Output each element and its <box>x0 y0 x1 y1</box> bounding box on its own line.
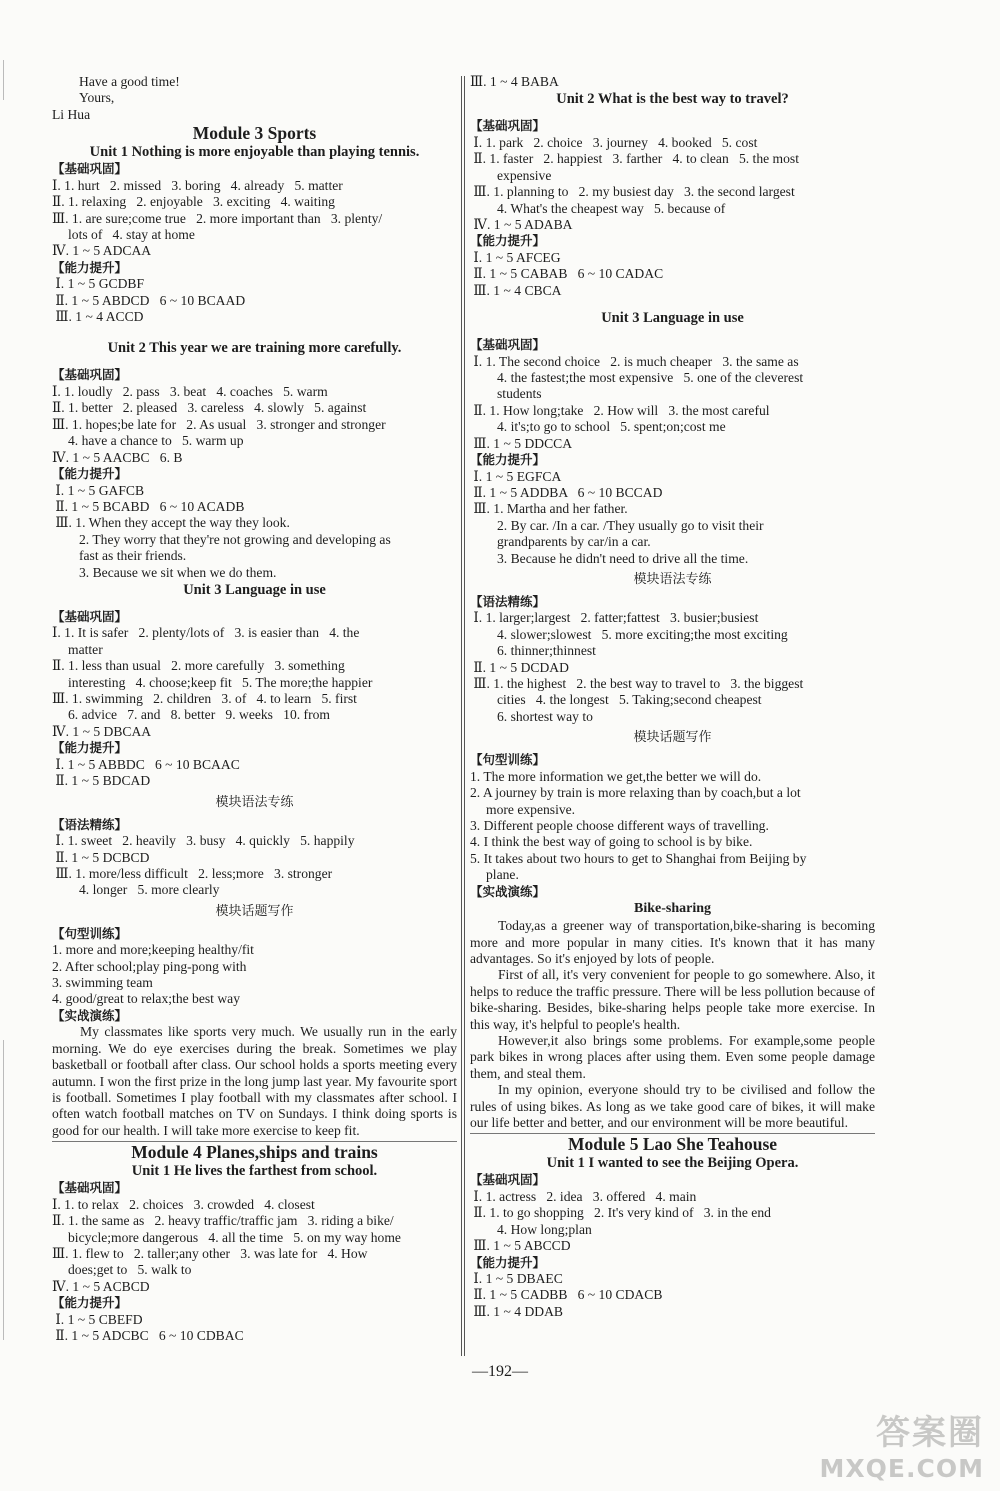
answer-line: 4. I think the best way of going to school is by bike. <box>470 834 753 850</box>
answer-line: Ⅰ. 1. park 2. choice 3. journey 4. booked 5. cost <box>470 134 758 150</box>
answer-line: Ⅱ. 1 ~ 5 DCBCD <box>52 849 150 865</box>
right-column <box>470 74 875 1320</box>
scan-edge-mark <box>3 60 14 100</box>
watermark-logo: 答案圈 <box>876 1413 984 1453</box>
answer-line: Ⅰ. 1. to relax 2. choices 3. crowded 4. closest <box>52 1196 315 1212</box>
section-heading: 模块语法专练 <box>633 571 712 587</box>
answer-line: Ⅲ. 1 ~ 4 DDAB <box>470 1303 563 1319</box>
answer-line: Ⅰ. 1 ~ 5 AFCEG <box>470 249 561 265</box>
subsection-label: 【基础巩固】 <box>470 118 546 134</box>
module-heading: Module 3 Sports <box>192 123 317 144</box>
answer-line: students <box>497 386 542 402</box>
answer-line: expensive <box>497 167 552 183</box>
subsection-label: 【能力提升】 <box>470 452 546 467</box>
answer-line: Ⅱ. 1 ~ 5 CABAB 6 ~ 10 CADAC <box>470 266 664 282</box>
answer-line: 1. The more information we get,the better we will do. <box>470 768 762 784</box>
answer-line: 4. good/great to relax;the best way <box>52 991 240 1007</box>
answer-line: Ⅲ. 1. Martha and her father. <box>470 501 628 517</box>
unit-heading: Unit 2 What is the best way to travel? <box>556 91 789 108</box>
answer-line: Ⅰ. 1. hurt 2. missed 3. boring 4. already 5. matter <box>52 177 343 193</box>
column-divider-inner <box>464 76 465 1356</box>
answer-line: lots of 4. stay at home <box>68 226 195 242</box>
spacer <box>470 327 875 337</box>
answer-line: matter <box>68 641 103 657</box>
watermark-url: MXQE.COM <box>819 1454 984 1483</box>
answer-line: does;get to 5. walk to <box>68 1262 192 1278</box>
answer-line: Ⅲ. 1. the highest 2. the best way to travel to 3. the biggest <box>470 676 804 692</box>
answer-line: Ⅱ. 1. to go shopping 2. It's very kind of 3. in the end <box>470 1205 771 1221</box>
subsection-label: 【能力提升】 <box>470 1254 546 1270</box>
answer-line: Ⅰ. 1 ~ 5 CBEFD <box>52 1311 143 1327</box>
answer-line: Ⅲ. 1 ~ 4 ACCD <box>52 309 144 325</box>
answer-line: 4. it's;to go to school 5. spent;on;cost me <box>497 419 726 435</box>
module-heading: Module 4 Planes,ships and trains <box>131 1142 378 1163</box>
unit-heading: Unit 1 Nothing is more enjoyable than playing tennis. <box>89 144 420 161</box>
subsection-label: 【实战演练】 <box>470 883 546 899</box>
subsection-label: 【语法精练】 <box>470 593 546 609</box>
subsection-label: 【句型训练】 <box>470 752 546 768</box>
column-divider <box>461 76 462 1356</box>
answer-line: Ⅲ. 1. more/less difficult 2. less;more 3. stronger <box>52 865 333 881</box>
answer-line: 4. have a chance to 5. warm up <box>68 433 244 449</box>
essay-paragraph: My classmates like sports very much. We usually run in the early morning. We do eye exercises during the break. Sometimes we play basketball or football after class. Our school holds a sports meeting every autumn. I won the first prize in the long jump last year. My favourite sport is football. Sometimes I play football with my classmates after school. I often watch football matches on TV on Sundays. I think doing sports is good for our health. I will take more exercise to keep fit. <box>52 1024 457 1138</box>
answer-line: Ⅲ. 1. are sure;come true 2. more important than 3. plenty/ <box>52 210 383 226</box>
answer-line: Have a good time! <box>79 74 180 89</box>
answer-line: grandparents by car/in a car. <box>497 534 651 550</box>
answer-line: more expensive. <box>486 801 576 817</box>
answer-line: 2. After school;play ping-pong with <box>52 958 247 974</box>
answer-line: Ⅲ. 1 ~ 4 BABA <box>470 74 559 89</box>
section-heading: 模块话题写作 <box>633 730 712 746</box>
answer-line: Ⅱ. 1 ~ 5 CADBB 6 ~ 10 CDACB <box>470 1287 663 1303</box>
essay-paragraph: However,it also brings some problems. For example,some people park bikes in wrong places after using them. Even some people damage them, and steal them. <box>470 1032 875 1081</box>
spacer <box>470 108 875 118</box>
spacer <box>470 299 875 309</box>
page-number: —192— <box>472 1363 528 1380</box>
answer-line: Ⅳ. 1 ~ 5 DBCAA <box>52 723 152 739</box>
subsection-label: 【能力提升】 <box>52 259 128 275</box>
spacer <box>52 357 457 367</box>
answer-line: Ⅲ. 1. planning to 2. my busiest day 3. the second largest <box>470 184 795 200</box>
answer-line: 6. advice 7. and 8. better 9. weeks 10. from <box>68 707 330 723</box>
answer-line: Ⅰ. 1 ~ 5 ABBDC 6 ~ 10 BCAAC <box>52 756 240 772</box>
answer-line: Ⅰ. 1 ~ 5 GCDBF <box>52 276 145 292</box>
unit-heading: Unit 2 This year we are training more carefully. <box>107 340 402 357</box>
unit-heading: Unit 3 Language in use <box>183 581 326 598</box>
answer-line: Ⅱ. 1 ~ 5 ADCBC 6 ~ 10 CDBAC <box>52 1328 244 1344</box>
answer-line: fast as their friends. <box>79 548 187 564</box>
unit-heading: Unit 3 Language in use <box>601 310 744 327</box>
answer-line: 4. longer 5. more clearly <box>79 882 220 898</box>
answer-line: Ⅲ. 1 ~ 5 ABCCD <box>470 1238 571 1254</box>
answer-line: Ⅳ. 1 ~ 5 ACBCD <box>52 1278 150 1294</box>
answer-line: 3. Different people choose different ways of travelling. <box>470 818 769 833</box>
scan-edge-mark <box>3 1040 14 1340</box>
answer-line: Ⅱ. 1. faster 2. happiest 3. farther 4. to clean 5. the most <box>470 151 799 167</box>
section-heading: 模块话题写作 <box>215 903 294 919</box>
answer-line: Ⅰ. 1 ~ 5 EGFCA <box>470 468 562 484</box>
subsection-label: 【基础巩固】 <box>52 161 128 177</box>
answer-line: Ⅱ. 1. better 2. pleased 3. careless 4. slowly 5. against <box>52 400 367 416</box>
answer-line: Yours, <box>79 90 115 106</box>
answer-line: Ⅲ. 1 ~ 5 DDCCA <box>470 435 573 451</box>
answer-line: 4. How long;plan <box>497 1221 592 1237</box>
answer-line: Ⅲ. 1. When they accept the way they look. <box>52 515 290 531</box>
answer-line: 4. slower;slowest 5. more exciting;the most exciting <box>497 626 788 642</box>
answer-line: bicycle;more dangerous 4. all the time 5. on my way home <box>68 1229 401 1245</box>
answer-line: Ⅰ. 1 ~ 5 GAFCB <box>52 482 145 498</box>
left-column <box>52 74 457 1344</box>
answer-line: 4. What's the cheapest way 5. because of <box>497 200 726 216</box>
answer-line: plane. <box>486 867 519 883</box>
answer-line: Ⅲ. 1. flew to 2. taller;any other 3. was late for 4. How <box>52 1245 368 1261</box>
answer-line: 4. the fastest;the most expensive 5. one of the cleverest <box>497 369 804 385</box>
answer-line: Ⅰ. 1. It is safer 2. plenty/lots of 3. is easier than 4. the <box>52 625 360 641</box>
module-heading: Module 5 Lao She Teahouse <box>567 1134 778 1155</box>
answer-line: Ⅰ. 1. larger;largest 2. fatter;fattest 3. busier;busiest <box>470 610 759 626</box>
answer-line: interesting 4. choose;keep fit 5. The more;the happier <box>68 674 373 690</box>
answer-line: Ⅰ. 1. The second choice 2. is much cheaper 3. the same as <box>470 353 799 369</box>
subsection-label: 【能力提升】 <box>52 740 128 756</box>
answer-line: Ⅲ. 1 ~ 4 CBCA <box>470 282 562 298</box>
answer-line: Ⅱ. 1. relaxing 2. enjoyable 3. exciting 4. waiting <box>52 194 335 210</box>
unit-heading: Unit 1 He lives the farthest from school. <box>131 1163 378 1180</box>
answer-line: Ⅱ. 1. How long;take 2. How will 3. the most careful <box>470 402 770 418</box>
essay-paragraph: Today,as a greener way of transportation,bike-sharing is becoming more and more popular in many cities. It's known that it has many advantages. So it's enjoyed by lots of people. <box>470 918 875 966</box>
essay-paragraph: In my opinion, everyone should try to be civilised and follow the rules of using bikes. As long as we take good care of bikes, it will make our life better and better, and our environment will be more beautiful. <box>470 1082 875 1130</box>
subsection-label: 【基础巩固】 <box>470 337 546 353</box>
subsection-label: 【基础巩固】 <box>52 1180 128 1196</box>
answer-line: 3. swimming team <box>52 975 153 991</box>
answer-line: Ⅱ. 1 ~ 5 BCABD 6 ~ 10 ACADB <box>52 498 245 514</box>
answer-line: Ⅰ. 1 ~ 5 DBAEC <box>470 1271 563 1287</box>
subsection-label: 【能力提升】 <box>470 233 546 249</box>
answer-line: Ⅱ. 1 ~ 5 ADDBA 6 ~ 10 BCCAD <box>470 484 663 500</box>
subsection-label: 【能力提升】 <box>52 466 128 481</box>
answer-line: 1. more and more;keeping healthy/fit <box>52 942 254 958</box>
answer-line: 6. thinner;thinnest <box>497 643 596 659</box>
answer-line: 2. By car. /In a car. /They usually go to visit their <box>497 517 764 533</box>
answer-line: 2. They worry that they're not growing and developing as <box>79 531 391 547</box>
answer-line: Ⅰ. 1. actress 2. idea 3. offered 4. main <box>470 1188 697 1204</box>
spacer <box>52 325 457 339</box>
answer-line: Ⅳ. 1 ~ 5 ADCAA <box>52 243 152 259</box>
answer-line: Ⅳ. 1 ~ 5 AACBC 6. B <box>52 449 183 465</box>
answer-line: Ⅰ. 1. loudly 2. pass 3. beat 4. coaches 5. warm <box>52 383 328 399</box>
answer-line: Ⅱ. 1 ~ 5 DCDAD <box>470 659 569 675</box>
spacer <box>52 599 457 609</box>
answer-line: Ⅱ. 1 ~ 5 BDCAD <box>52 773 151 789</box>
answer-line: Ⅰ. 1. sweet 2. heavily 3. busy 4. quickly 5. happily <box>52 833 355 849</box>
essay-paragraph: First of all, it's very convenient for people to go somewhere. Also, it helps to reduce the traffic pressure. There will be less pollution because of bike-sharing. Besides, bike-sharing helps people take more exercise. In this way, it's helpful to people's health. <box>470 967 875 1032</box>
subsection-label: 【能力提升】 <box>52 1295 128 1311</box>
answer-line: Ⅱ. 1. the same as 2. heavy traffic/traffic jam 3. riding a bike/ <box>52 1213 394 1229</box>
answer-line: Ⅳ. 1 ~ 5 ADABA <box>470 216 573 232</box>
subsection-label: 【实战演练】 <box>52 1007 128 1023</box>
subsection-label: 【基础巩固】 <box>52 608 128 624</box>
answer-line: 3. Because we sit when we do them. <box>79 564 277 580</box>
answer-line: Ⅱ. 1. less than usual 2. more carefully 3. something <box>52 658 345 674</box>
watermark <box>804 1405 984 1483</box>
subsection-label: 【句型训练】 <box>52 925 128 941</box>
answer-line: cities 4. the longest 5. Taking;second cheapest <box>497 692 762 708</box>
answer-line: 2. A journey by train is more relaxing than by coach,but a lot <box>470 785 801 801</box>
subsection-label: 【基础巩固】 <box>470 1172 546 1188</box>
answer-line: 6. shortest way to <box>497 708 593 724</box>
text-line: Li Hua <box>52 106 91 122</box>
subsection-label: 【语法精练】 <box>52 816 128 832</box>
answer-line: Ⅱ. 1 ~ 5 ABDCD 6 ~ 10 BCAAD <box>52 292 246 308</box>
answer-line: 5. It takes about two hours to get to Shanghai from Beijing by <box>470 850 807 866</box>
unit-heading: Unit 1 I wanted to see the Beijing Opera. <box>546 1155 799 1172</box>
subsection-label: 【基础巩固】 <box>52 367 128 383</box>
essay-title: Bike-sharing <box>633 901 711 917</box>
answer-line: Ⅲ. 1. hopes;be late for 2. As usual 3. stronger and stronger <box>52 416 386 432</box>
answer-line: Ⅲ. 1. swimming 2. children 3. of 4. to learn 5. first <box>52 691 357 707</box>
section-heading: 模块语法专练 <box>215 794 294 810</box>
answer-line: 3. Because he didn't need to drive all the time. <box>497 550 749 566</box>
